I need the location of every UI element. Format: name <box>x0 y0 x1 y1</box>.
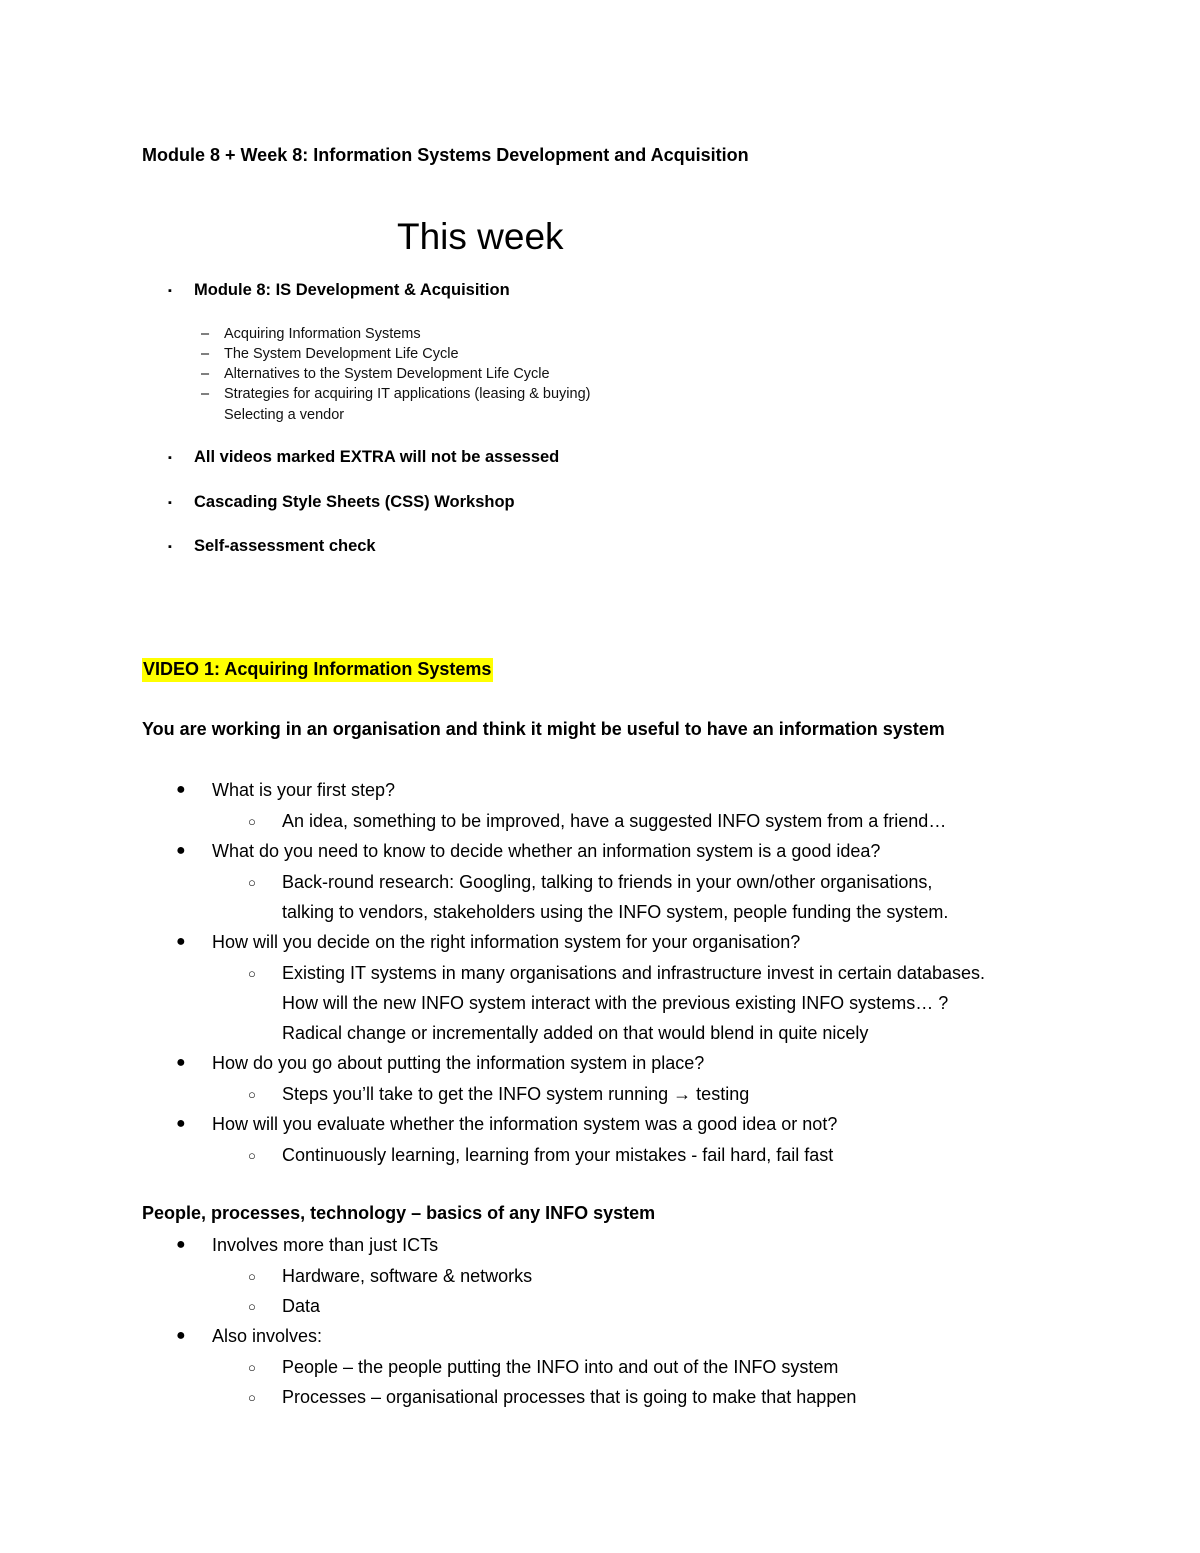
question-item: How will you decide on the right information system for your organisation? <box>212 932 801 952</box>
dash-bullet-icon: – <box>201 326 210 342</box>
document-title: Module 8 + Week 8: Information Systems Development and Acquisition <box>142 145 749 165</box>
slide-bullet: Cascading Style Sheets (CSS) Workshop <box>194 493 515 511</box>
sub-list-item: Data <box>282 1296 321 1316</box>
bullet-dot-icon: ● <box>176 1327 186 1344</box>
square-bullet-icon: ▪ <box>168 497 172 509</box>
bullet-dot-icon: ● <box>176 781 186 798</box>
bullet-dot-icon: ● <box>176 842 186 859</box>
question-item: What is your first step? <box>212 780 396 800</box>
circle-bullet-icon: ○ <box>248 966 256 981</box>
answer-item: Back-round research: Googling, talking to friends in your own/other organisations, <box>282 872 933 892</box>
dash-bullet-icon: – <box>201 346 210 362</box>
circle-bullet-icon: ○ <box>248 1360 256 1375</box>
list-item: Involves more than just ICTs <box>212 1235 439 1255</box>
circle-bullet-icon: ○ <box>248 814 256 829</box>
sub-list-item: Processes – organisational processes that is going to make that happen <box>282 1387 857 1407</box>
video-heading: VIDEO 1: Acquiring Information Systems <box>142 658 493 682</box>
slide-bullet: Self-assessment check <box>194 537 376 555</box>
circle-bullet-icon: ○ <box>248 875 256 890</box>
answer-item: Steps you’ll take to get the INFO system running → testing <box>282 1084 750 1104</box>
sub-list-item: Hardware, software & networks <box>282 1266 533 1286</box>
section-intro: You are working in an organisation and think it might be useful to have an information system <box>142 719 945 739</box>
answer-item: An idea, something to be improved, have a suggested INFO system from a friend… <box>282 811 947 831</box>
square-bullet-icon: ▪ <box>168 541 172 553</box>
circle-bullet-icon: ○ <box>248 1299 256 1314</box>
square-bullet-icon: ▪ <box>168 452 172 464</box>
slide-subitem: Alternatives to the System Development Life Cycle <box>224 366 550 382</box>
bullet-dot-icon: ● <box>176 1236 186 1253</box>
square-bullet-icon: ▪ <box>168 285 172 297</box>
circle-bullet-icon: ○ <box>248 1148 256 1163</box>
slide-subitem: Acquiring Information Systems <box>224 326 421 342</box>
bullet-dot-icon: ● <box>176 1054 186 1071</box>
answer-item: talking to vendors, stakeholders using the INFO system, people funding the system. <box>282 902 949 922</box>
answer-item: Radical change or incrementally added on that would blend in quite nicely <box>282 1023 869 1043</box>
slide-subitem: The System Development Life Cycle <box>224 346 459 362</box>
slide-bullet: Module 8: IS Development & Acquisition <box>194 281 510 299</box>
dash-bullet-icon: – <box>201 366 210 382</box>
question-item: How do you go about putting the information system in place? <box>212 1053 705 1073</box>
circle-bullet-icon: ○ <box>248 1087 256 1102</box>
circle-bullet-icon: ○ <box>248 1269 256 1284</box>
circle-bullet-icon: ○ <box>248 1390 256 1405</box>
answer-item: How will the new INFO system interact with the previous existing INFO systems… ? <box>282 993 949 1013</box>
slide-bullet: All videos marked EXTRA will not be assessed <box>194 448 560 466</box>
question-item: How will you evaluate whether the information system was a good idea or not? <box>212 1114 838 1134</box>
dash-bullet-icon: – <box>201 386 210 402</box>
slide-title: This week <box>397 216 564 257</box>
question-item: What do you need to know to decide whether an information system is a good idea? <box>212 841 881 861</box>
bullet-dot-icon: ● <box>176 933 186 950</box>
answer-item: Existing IT systems in many organisations and infrastructure invest in certain databases. <box>282 963 986 983</box>
sub-list-item: People – the people putting the INFO into and out of the INFO system <box>282 1357 839 1377</box>
slide-subitem: Strategies for acquiring IT applications (leasing & buying) <box>224 386 591 402</box>
answer-item: Continuously learning, learning from your mistakes - fail hard, fail fast <box>282 1145 834 1165</box>
list-item: Also involves: <box>212 1326 323 1346</box>
section-heading: People, processes, technology – basics of any INFO system <box>142 1203 656 1223</box>
bullet-dot-icon: ● <box>176 1115 186 1132</box>
slide-subitem: Selecting a vendor <box>224 407 345 423</box>
